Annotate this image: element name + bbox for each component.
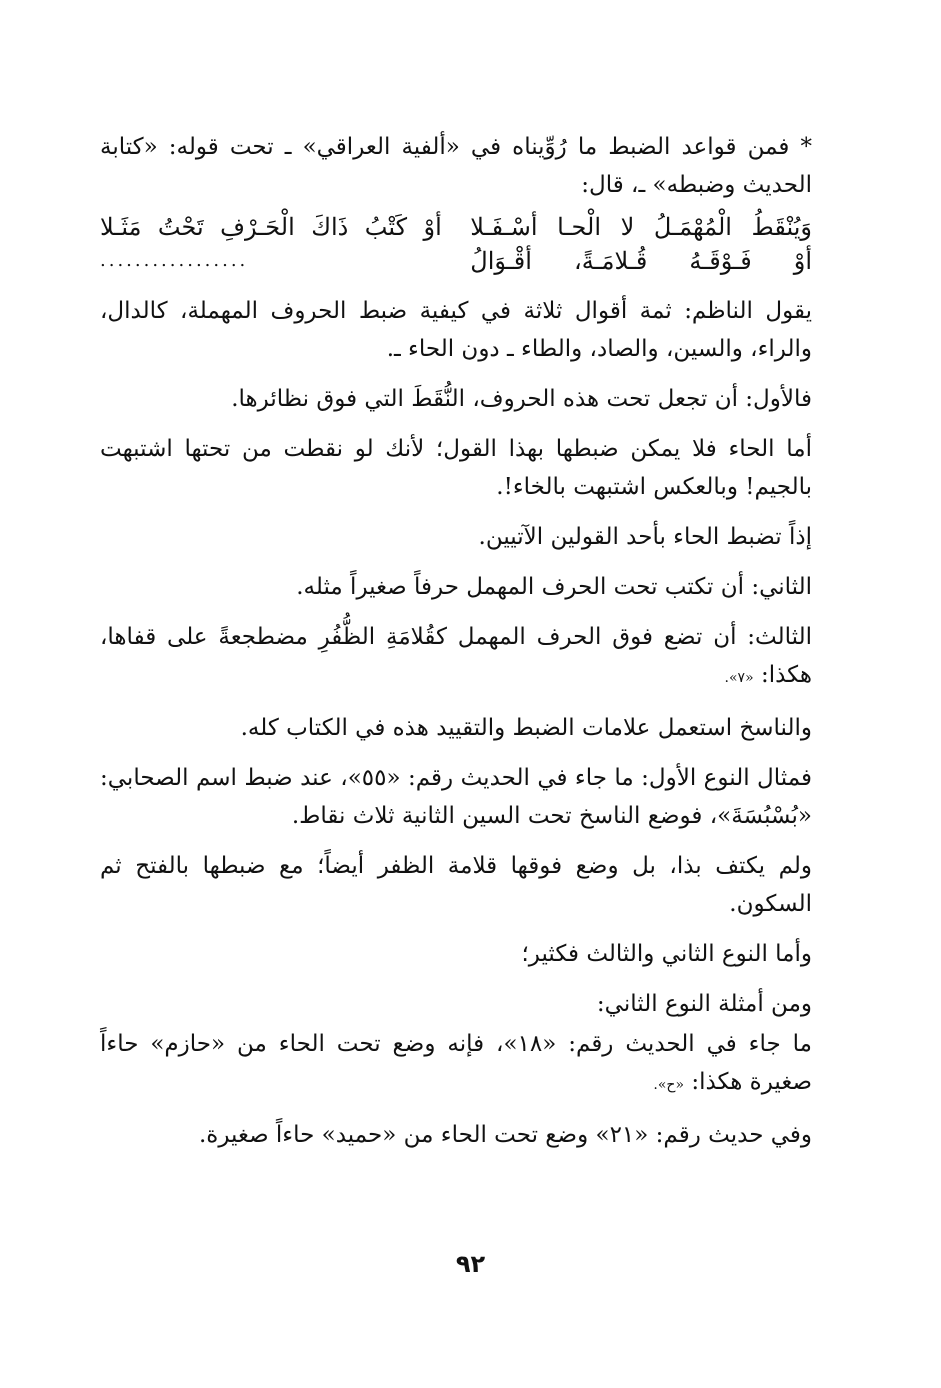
copyist-paragraph: والناسخ استعمل علامات الضبط والتقييد هذه في الكتاب كله. xyxy=(240,715,812,741)
type2-examples-heading: ومن أمثلة النوع الثاني: xyxy=(596,991,812,1017)
third-opinion-text: الثالث: أن تضع فوق الحرف المهمل كقُلامَةِ الظُّفُرِ مضطجعةً على قفاها، هكذا: xyxy=(100,624,812,688)
hadith18-glyph: «ح». xyxy=(653,1077,685,1093)
verse-line-1-second-hemistich: أوْ كَتْبُ ذَاكَ الْحَـرْفِ تَحْتُ مَثَـلا xyxy=(100,213,442,241)
verse-line-1-first-hemistich: وَيُنْقَطُ الْمُهْمَـلُ لا الْحـا أسْـفَـلا xyxy=(470,213,812,241)
idhan-paragraph: إذاً تضبط الحاء بأحد القولين الآتيين. xyxy=(478,524,812,550)
third-opinion-paragraph xyxy=(100,618,812,697)
verse-line-2-ellipsis: ................. xyxy=(100,250,249,271)
example1-paragraph: فمثال النوع الأول: ما جاء في الحديث رقم: «٥٥»، عند ضبط اسم الصحابي: «بُسْبُسَةَ»، فوضع الناسخ تحت السين الثانية ثلاث نقاط. xyxy=(100,765,812,829)
third-opinion-example: «٧». xyxy=(724,670,754,686)
types23-paragraph: وأما النوع الثاني والثالث فكثير؛ xyxy=(521,941,812,967)
intro-paragraph: * فمن قواعد الضبط ما رُوِّيناه في «ألفية العراقي» ـ تحت قوله: «كتابة الحديث وضبطه» ـ، قال: xyxy=(100,134,812,198)
explanation-paragraph: يقول الناظم: ثمة أقوال ثلاثة في كيفية ضبط الحروف المهملة، كالدال، والراء، والسين، والصاد، والطاء ـ دون الحاء ـ. xyxy=(100,298,812,362)
first-opinion-paragraph: فالأول: أن تجعل تحت هذه الحروف، النُّقَطَ التي فوق نظائرها. xyxy=(231,386,812,412)
second-opinion-paragraph: الثاني: أن تكتب تحت الحرف المهمل حرفاً صغيراً مثله. xyxy=(296,574,812,600)
hadith21-paragraph: وفي حديث رقم: «٢١» وضع تحت الحاء من «حميد» حاءاً صغيرة. xyxy=(198,1122,812,1148)
haa-paragraph: أما الحاء فلا يمكن ضبطها بهذا القول؛ لأنك لو نقطت من تحتها اشتبهت بالجيم! وبالعكس اشتبهت بالخاء!. xyxy=(100,436,812,500)
page-number: ٩٢ xyxy=(455,1250,486,1278)
hadith18-paragraph xyxy=(100,1025,812,1104)
notonly-paragraph: ولم يكتف بذا، بل وضع فوقها قلامة الظفر أيضاً؛ مع ضبطها بالفتح ثم السكون. xyxy=(100,853,812,917)
hadith18-text: ما جاء في الحديث رقم: «١٨»، فإنه وضع تحت الحاء من «حازم» حاءاً صغيرة هكذا: xyxy=(100,1031,812,1095)
verse-line-2-first-hemistich: أوْ فَـوْقَـهُ قُـلامَـةً، أقْـوَالُ xyxy=(470,247,812,275)
page-body xyxy=(100,128,812,1166)
verse-block xyxy=(100,210,812,278)
verse-line-1 xyxy=(100,210,812,244)
verse-line-2 xyxy=(100,244,812,278)
